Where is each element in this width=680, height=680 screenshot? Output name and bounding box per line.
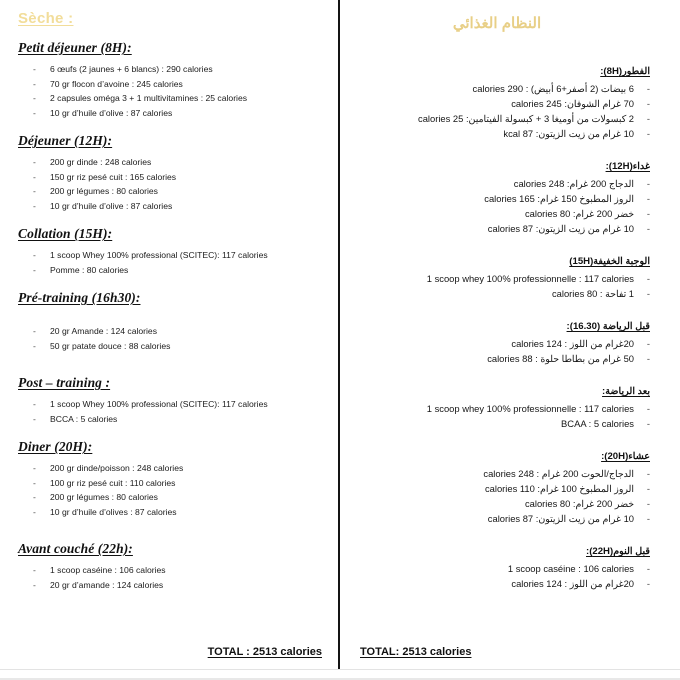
arabic-section-breakfast <box>348 66 668 141</box>
arabic-total-calories: TOTAL: 2513 calories <box>360 646 472 658</box>
list-item-text: 10 غرام من زيت الزيتون: calories 87 <box>487 223 634 234</box>
dash-bullet-icon: - <box>33 250 36 260</box>
dash-bullet-icon: - <box>33 492 36 502</box>
french-section-lunch <box>12 133 324 213</box>
list-item-text: 20غرام من اللوز : calories 124 <box>511 578 634 589</box>
list-item-text: خضر 200 غرام: calories 80 <box>524 498 634 509</box>
list-item-text: 200 gr dinde/poisson : 248 calories <box>50 463 184 473</box>
dash-bullet-icon: - <box>646 498 650 509</box>
list-item-text: 200 gr légumes : 80 calories <box>50 186 158 196</box>
arabic-item-list <box>348 401 668 431</box>
french-section-heading: Avant couché (22h): <box>18 541 133 556</box>
dash-bullet-icon: - <box>646 513 650 524</box>
arabic-item-list <box>348 271 668 301</box>
list-item <box>348 561 650 576</box>
list-item <box>33 339 324 354</box>
french-section-dinner <box>12 439 324 519</box>
french-section-pre-training <box>12 290 324 353</box>
french-section-snack <box>12 226 324 277</box>
arabic-section-heading: عشاء(20H): <box>601 451 650 462</box>
dash-bullet-icon: - <box>646 128 650 139</box>
page-bottom-edge <box>0 669 680 680</box>
french-item-list <box>12 397 324 426</box>
list-item <box>348 111 650 126</box>
list-item-text: 10 gr d’huile d’olive : 87 calories <box>50 107 173 118</box>
french-section-heading: Collation (15H): <box>18 226 113 241</box>
list-item-text: 1 scoop whey 100% professionnelle : 117 calories <box>426 403 634 414</box>
dash-bullet-icon: - <box>646 403 650 414</box>
list-item-text: 150 gr riz pesé cuit : 165 calories <box>50 171 177 182</box>
list-item-text: 70 غرام الشوفان: calories 245 <box>511 98 634 109</box>
list-item <box>33 77 324 92</box>
list-item-text: 2 كبسولات من أوميغا 3 + كبسولة الفيتامين: calories 25 <box>418 113 634 124</box>
list-item <box>348 271 650 286</box>
list-item-text: 20غرام من اللوز : calories 124 <box>511 338 634 349</box>
list-item-text: 20 gr Amande : 124 calories <box>50 326 158 336</box>
list-item <box>33 155 324 170</box>
list-item-text: 100 gr riz pesé cuit : 110 calories <box>50 477 176 488</box>
arabic-section-heading: الوجبة الخفيفة(15H) <box>569 256 650 267</box>
dash-bullet-icon: - <box>33 565 36 575</box>
list-item-text: 6 œufs (2 jaunes + 6 blancs) : 290 calories <box>50 64 213 74</box>
list-item-text: الدجاج 200 غرام: calories 248 <box>513 178 634 189</box>
dash-bullet-icon: - <box>646 578 650 589</box>
dash-bullet-icon: - <box>33 264 36 275</box>
list-item-text: 50 gr patate douce : 88 calories <box>50 340 171 351</box>
dash-bullet-icon: - <box>646 98 650 109</box>
arabic-section-snack <box>348 256 668 301</box>
list-item-text: 1 scoop caséine : 106 calories <box>507 563 634 574</box>
list-item-text: 20 gr d’amande : 124 calories <box>50 579 164 590</box>
list-item-text: 1 scoop caséine : 106 calories <box>50 565 166 575</box>
arabic-section-heading: قبل النوم(22H): <box>586 546 650 557</box>
dash-bullet-icon: - <box>646 208 650 219</box>
french-item-list <box>12 563 324 592</box>
arabic-section-heading: بعد الرياضة: <box>602 386 650 397</box>
list-item <box>348 466 650 481</box>
list-item <box>33 476 324 491</box>
dash-bullet-icon: - <box>33 326 36 336</box>
arabic-item-list <box>348 81 668 141</box>
list-item-text: 1 scoop Whey 100% professional (SCITEC): 117 calories <box>50 250 268 260</box>
list-item <box>348 401 650 416</box>
list-item <box>33 170 324 185</box>
list-item-text: 2 capsules oméga 3 + 1 multivitamines : 25 calories <box>50 93 248 103</box>
dash-bullet-icon: - <box>33 413 36 424</box>
list-item <box>33 106 324 121</box>
dash-bullet-icon: - <box>33 64 36 74</box>
french-page-title: Sèche : <box>18 10 74 27</box>
french-section-heading: Post – training : <box>18 375 111 390</box>
list-item-text: 50 غرام من بطاطا حلوة : calories 88 <box>487 353 634 364</box>
list-item <box>348 286 650 301</box>
list-item <box>348 191 650 206</box>
dash-bullet-icon: - <box>646 273 650 284</box>
list-item-text: 10 gr d’huile d’olives : 87 calories <box>50 506 177 517</box>
arabic-item-list <box>348 466 668 526</box>
french-item-list <box>12 62 324 120</box>
arabic-item-list <box>348 176 668 236</box>
french-item-list <box>12 155 324 213</box>
arabic-section-post-workout <box>348 386 668 431</box>
list-item-text: خضر 200 غرام: calories 80 <box>524 208 634 219</box>
dash-bullet-icon: - <box>646 193 650 204</box>
list-item <box>33 505 324 520</box>
arabic-section-before-sleep <box>348 546 668 591</box>
dash-bullet-icon: - <box>33 107 36 118</box>
list-item-text: 200 gr légumes : 80 calories <box>50 492 158 502</box>
list-item <box>33 184 324 199</box>
dash-bullet-icon: - <box>33 463 36 473</box>
dash-bullet-icon: - <box>33 78 36 89</box>
list-item <box>348 496 650 511</box>
list-item-text: Pomme : 80 calories <box>50 264 129 275</box>
dash-bullet-icon: - <box>646 223 650 234</box>
dash-bullet-icon: - <box>33 186 36 196</box>
list-item-text: 6 بيضات (2 أصفر+6 أبيض) : calories 290 <box>472 83 634 94</box>
dash-bullet-icon: - <box>646 483 650 494</box>
list-item <box>33 490 324 505</box>
list-item <box>33 412 324 427</box>
french-section-heading: Petit déjeuner (8H): <box>18 40 132 55</box>
dash-bullet-icon: - <box>33 399 36 409</box>
arabic-section-heading: الفطور(8H): <box>600 66 650 77</box>
dash-bullet-icon: - <box>33 340 36 351</box>
french-item-list <box>12 324 324 353</box>
dash-bullet-icon: - <box>33 506 36 517</box>
dash-bullet-icon: - <box>33 93 36 103</box>
dash-bullet-icon: - <box>646 353 650 364</box>
dash-bullet-icon: - <box>33 157 36 167</box>
dash-bullet-icon: - <box>646 418 650 429</box>
dash-bullet-icon: - <box>646 338 650 349</box>
list-item-text: 10 gr d’huile d’olive : 87 calories <box>50 200 173 211</box>
list-item <box>348 576 650 591</box>
list-item <box>33 563 324 578</box>
french-section-heading: Diner (20H): <box>18 439 93 454</box>
dash-bullet-icon: - <box>33 171 36 182</box>
list-item <box>33 397 324 412</box>
list-item <box>348 416 650 431</box>
list-item-text: الروز المطبوخ 100 غرام: calories 110 <box>484 483 634 494</box>
french-item-list <box>12 461 324 519</box>
list-item-text: 200 gr dinde : 248 calories <box>50 157 152 167</box>
list-item <box>348 511 650 526</box>
list-item-text: BCCA : 5 calories <box>50 413 118 424</box>
french-section-breakfast <box>12 40 324 120</box>
list-item <box>348 96 650 111</box>
arabic-section-heading: غداء(12H): <box>605 161 650 172</box>
list-item <box>33 248 324 263</box>
list-item <box>348 221 650 236</box>
list-item <box>348 176 650 191</box>
dash-bullet-icon: - <box>33 200 36 211</box>
list-item <box>33 199 324 214</box>
dash-bullet-icon: - <box>33 477 36 488</box>
list-item <box>33 578 324 593</box>
list-item <box>348 81 650 96</box>
list-item-text: 10 غرام من زيت الزيتون: calories 87 <box>487 513 634 524</box>
arabic-section-dinner <box>348 451 668 526</box>
list-item <box>33 324 324 339</box>
list-item <box>348 481 650 496</box>
list-item-text: الدجاج/الحوت 200 غرام : calories 248 <box>483 468 634 479</box>
dash-bullet-icon: - <box>646 468 650 479</box>
french-section-heading: Déjeuner (12H): <box>18 133 113 148</box>
list-item-text: 1 scoop Whey 100% professional (SCITEC): 117 calories <box>50 399 268 409</box>
dash-bullet-icon: - <box>646 83 650 94</box>
french-item-list <box>12 248 324 277</box>
arabic-item-list <box>348 336 668 366</box>
french-section-before-bed <box>12 541 324 592</box>
arabic-section-lunch <box>348 161 668 236</box>
dash-bullet-icon: - <box>33 579 36 590</box>
list-item <box>348 126 650 141</box>
arabic-item-list <box>348 561 668 591</box>
french-section-heading: Pré-training (16h30): <box>18 290 141 305</box>
arabic-section-pre-workout <box>348 321 668 366</box>
list-item-text: 1 تفاحة : calories 80 <box>551 288 634 299</box>
french-section-post-training <box>12 375 324 426</box>
list-item <box>33 91 324 106</box>
dash-bullet-icon: - <box>646 563 650 574</box>
arabic-page-title: النظام الغذائي <box>452 15 542 32</box>
list-item <box>348 336 650 351</box>
list-item <box>348 351 650 366</box>
dash-bullet-icon: - <box>646 288 650 299</box>
list-item <box>33 62 324 77</box>
list-item <box>33 461 324 476</box>
list-item-text: 70 gr flocon d’avoine : 245 calories <box>50 78 183 89</box>
list-item <box>348 206 650 221</box>
list-item-text: 10 غرام من زيت الزيتون: kcal 87 <box>503 128 634 139</box>
list-item-text: الروز المطبوخ 150 غرام: calories 165 <box>484 193 634 204</box>
list-item-text: 1 scoop whey 100% professionnelle : 117 calories <box>426 273 634 284</box>
list-item <box>33 263 324 278</box>
dash-bullet-icon: - <box>646 113 650 124</box>
list-item-text: BCAA : 5 calories <box>561 418 634 429</box>
dash-bullet-icon: - <box>646 178 650 189</box>
french-total-calories: TOTAL : 2513 calories <box>207 646 322 658</box>
french-column <box>0 0 338 680</box>
arabic-section-heading: قبل الرياضة (16.30): <box>566 321 650 332</box>
arabic-column <box>338 0 680 680</box>
